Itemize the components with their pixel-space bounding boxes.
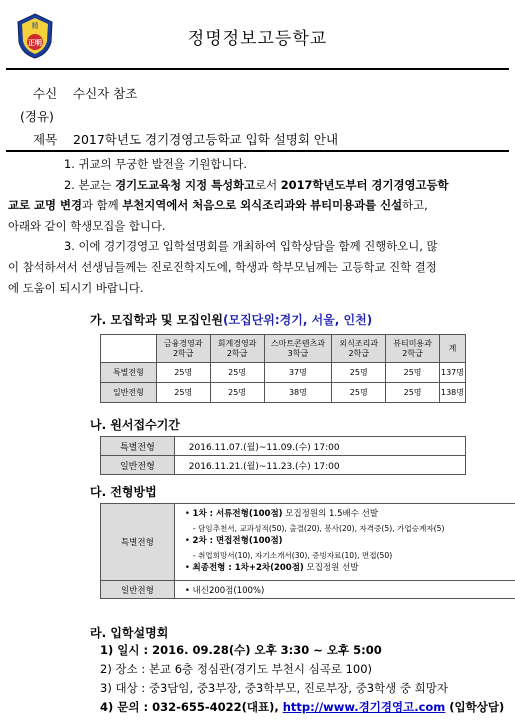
col-header (264, 335, 332, 363)
detail-date: 1) 일시 : 2016. 09.28(수) 오후 3:30 ~ 오후 5:00 (100, 643, 382, 657)
list-item: • 최종전형 : 1차+2차(200점) 모집정원 선발 (184, 563, 359, 574)
table-row (101, 581, 515, 599)
logo-top-text: 精 (31, 22, 39, 30)
recruitment-table (100, 334, 466, 403)
contact-phone: 4) 문의 : 032-655-4022(대표), (100, 700, 283, 714)
header-divider (6, 68, 509, 70)
cell: • 내신200점(100%) (174, 581, 515, 599)
subject-divider (6, 150, 509, 152)
p2-bold: 부천지역에서 처음으로 외식조리과와 뷰티미용과를 신설 (122, 198, 403, 213)
cell: 25명 (386, 383, 440, 403)
cell: 25명 (210, 363, 264, 383)
table-row (101, 437, 466, 456)
section-c-title: 다. 전형방법 (90, 485, 157, 499)
p2-text: 2. 본교는 (64, 177, 116, 192)
list-item: • 1차 : 서류전형(100점) 모집정원의 1.5배수 선발 (184, 509, 379, 520)
col-header-text: 외식조리과 2학급 (339, 338, 379, 358)
briefing-details (100, 641, 504, 717)
general-value: 내신200점(100%) (192, 585, 265, 596)
col-header (440, 335, 466, 363)
table-corner (101, 335, 157, 363)
section-b-title: 나. 원서접수기간 (90, 418, 180, 432)
paragraph-2-cont (8, 195, 506, 216)
cell: 25명 (156, 363, 210, 383)
row-label: 일반전형 (101, 383, 157, 403)
website-link[interactable]: http://www.경기경영고.com (282, 700, 446, 714)
cell: 138명 (440, 383, 466, 403)
col-header (332, 335, 386, 363)
col-header-text: 금융경영과 2학급 (163, 338, 203, 358)
detail-contact (100, 698, 504, 717)
p2-bold: 교로 교명 변경 (8, 198, 82, 213)
p2-text: 과 함께 (81, 198, 123, 213)
p2-text: 하고, (402, 198, 428, 213)
col-header-text: 뷰티미용과 2학급 (393, 338, 432, 358)
via-label: (경유) (20, 109, 54, 124)
paragraph-1: 1. 귀교의 무궁한 발전을 기원합니다. (64, 157, 248, 171)
detail-place: 2) 장소 : 본교 6층 정심관(경기도 부천시 심곡로 100) (100, 662, 373, 676)
table-row (101, 383, 466, 403)
paragraph-3: 3. 이에 경기경영고 입학설명회를 개최하여 입학상담을 함께 진행하오니, 많 (64, 239, 438, 254)
cell: 25명 (332, 363, 386, 383)
p2-bold: 2017학년도부터 경기경영고등학 (280, 177, 449, 192)
item-bold: 1차 : 서류전형(100점) (192, 509, 283, 520)
section-a-heading: 가. 모집학과 및 모집인원 (90, 313, 224, 327)
table-row (101, 504, 515, 581)
item-bold: 2차 : 면접전형(100점) (192, 536, 283, 547)
selection-method-table (100, 503, 515, 599)
row-label: 일반전형 (101, 581, 175, 599)
subject-label: 제목 (33, 132, 58, 147)
p2-text: 로서 (255, 177, 281, 192)
school-name-title: 정명정보고등학교 (187, 29, 328, 49)
section-d-title: 라. 입학설명회 (90, 626, 169, 640)
col-header (210, 335, 264, 363)
section-a-title (90, 311, 372, 328)
list-item: • 2차 : 면접전형(100점) (184, 536, 283, 547)
row-label: 일반전형 (101, 456, 175, 475)
cell: 2016.11.07.(월)~11.09.(수) 17:00 (174, 437, 465, 456)
col-header-text: 계 (448, 343, 457, 353)
detail-target: 3) 대상 : 중3담임, 중3부장, 중3학부모, 진로부장, 중3학생 중 희망자 (100, 681, 448, 695)
item-text: 모집정원 선발 (303, 563, 359, 574)
cell: 37명 (264, 363, 332, 383)
cell: 25명 (332, 383, 386, 403)
application-period-table (100, 436, 466, 475)
p2-bold: 경기도교육청 지정 특성화고 (115, 177, 256, 192)
paragraph-3-cont: 이 참석하셔서 선생님들께는 진로진학지도에, 학생과 학부모님께는 고등학교 진학 결정 (8, 259, 437, 274)
col-header (386, 335, 440, 363)
contact-note: (입학상담) (445, 700, 505, 714)
recipient-label: 수신 (33, 86, 58, 101)
item-text: 모집정원의 1.5배수 선발 (282, 509, 379, 520)
col-header-text: 스마트콘텐츠과 3학급 (270, 338, 325, 358)
row-label: 특별전형 (101, 504, 175, 581)
paragraph-3-end: 에 도움이 되시기 바랍니다. (8, 280, 144, 295)
list-item-sub: - 담임추천서, 교과성적(50), 출결(20), 봉사(20), 자격증(5), 가업승계자(5) (192, 523, 445, 533)
cell: 2016.11.21.(월)~11.23.(수) 17:00 (174, 456, 465, 475)
col-header (156, 335, 210, 363)
subject-value: 2017학년도 경기경영고등학교 입학 설명회 안내 (73, 132, 339, 147)
cell: 38명 (264, 383, 332, 403)
cell (174, 504, 515, 581)
table-row (101, 456, 466, 475)
cell: 137명 (440, 363, 466, 383)
cell: 25명 (156, 383, 210, 403)
table-row (101, 363, 466, 383)
cell: 25명 (210, 383, 264, 403)
paragraph-2-end: 아래와 같이 학생모집을 합니다. (8, 218, 166, 233)
logo-text: 正明 (28, 39, 42, 47)
recipient-value: 수신자 참조 (73, 86, 138, 101)
row-label: 특별전형 (101, 437, 175, 456)
row-label: 특별전형 (101, 363, 157, 383)
letter-body (8, 154, 506, 298)
cell: 25명 (386, 363, 440, 383)
list-item-sub: - 취업희망서(10), 자기소개서(30), 증빙자료(10), 면접(50) (192, 550, 393, 560)
item-bold: 최종전형 : 1차+2차(200점) (192, 563, 304, 574)
section-a-note: (모집단위:경기, 서울, 인천) (223, 313, 373, 327)
col-header-text: 회계경영과 2학급 (217, 338, 257, 358)
paragraph-2 (8, 175, 506, 196)
